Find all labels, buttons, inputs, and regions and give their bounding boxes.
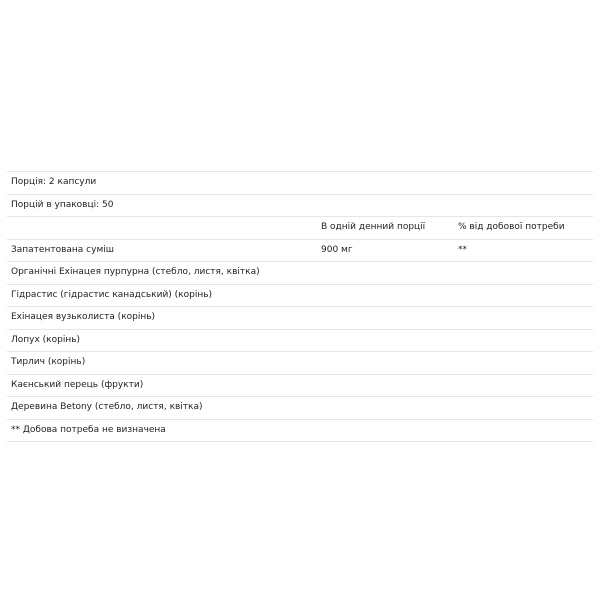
ingredient-name: Запатентована суміш: [11, 244, 114, 255]
table-row: [7, 262, 593, 285]
supplement-facts-table: [7, 171, 593, 442]
table-row: [7, 330, 593, 353]
table-row: [7, 397, 593, 420]
table-row: [7, 240, 593, 263]
footnote-row: [7, 420, 593, 443]
daily-value-header: % від добової потреби: [458, 222, 565, 232]
ingredient-name: Лопух (корінь): [11, 334, 81, 345]
ingredient-name: Гідрастис (гідрастис канадський) (корінь): [11, 289, 213, 300]
ingredient-daily-value: **: [458, 244, 467, 255]
servings-per-container: Порцій в упаковці: 50: [11, 199, 114, 210]
table-row: [7, 307, 593, 330]
serving-size: Порція: 2 капсули: [11, 177, 97, 187]
serving-size-row: [7, 172, 593, 195]
ingredient-name: Тирлич (корінь): [11, 357, 86, 367]
table-header-row: [7, 217, 593, 240]
per-serving-header: В одній денний порції: [321, 222, 426, 232]
table-row: [7, 352, 593, 375]
ingredient-name: Органічні Ехінацея пурпурна (стебло, листя, квітка): [11, 267, 260, 277]
ingredient-name: Ехінацея вузьколиста (корінь): [11, 312, 156, 322]
ingredient-amount: 900 мг: [321, 244, 353, 255]
table-row: [7, 375, 593, 398]
ingredient-name: Деревина Betony (стебло, листя, квітка): [11, 402, 203, 412]
servings-per-container-row: [7, 195, 593, 218]
footnote: ** Добова потреба не визначена: [11, 424, 166, 435]
ingredient-name: Каєнський перець (фрукти): [11, 379, 144, 390]
table-row: [7, 285, 593, 308]
